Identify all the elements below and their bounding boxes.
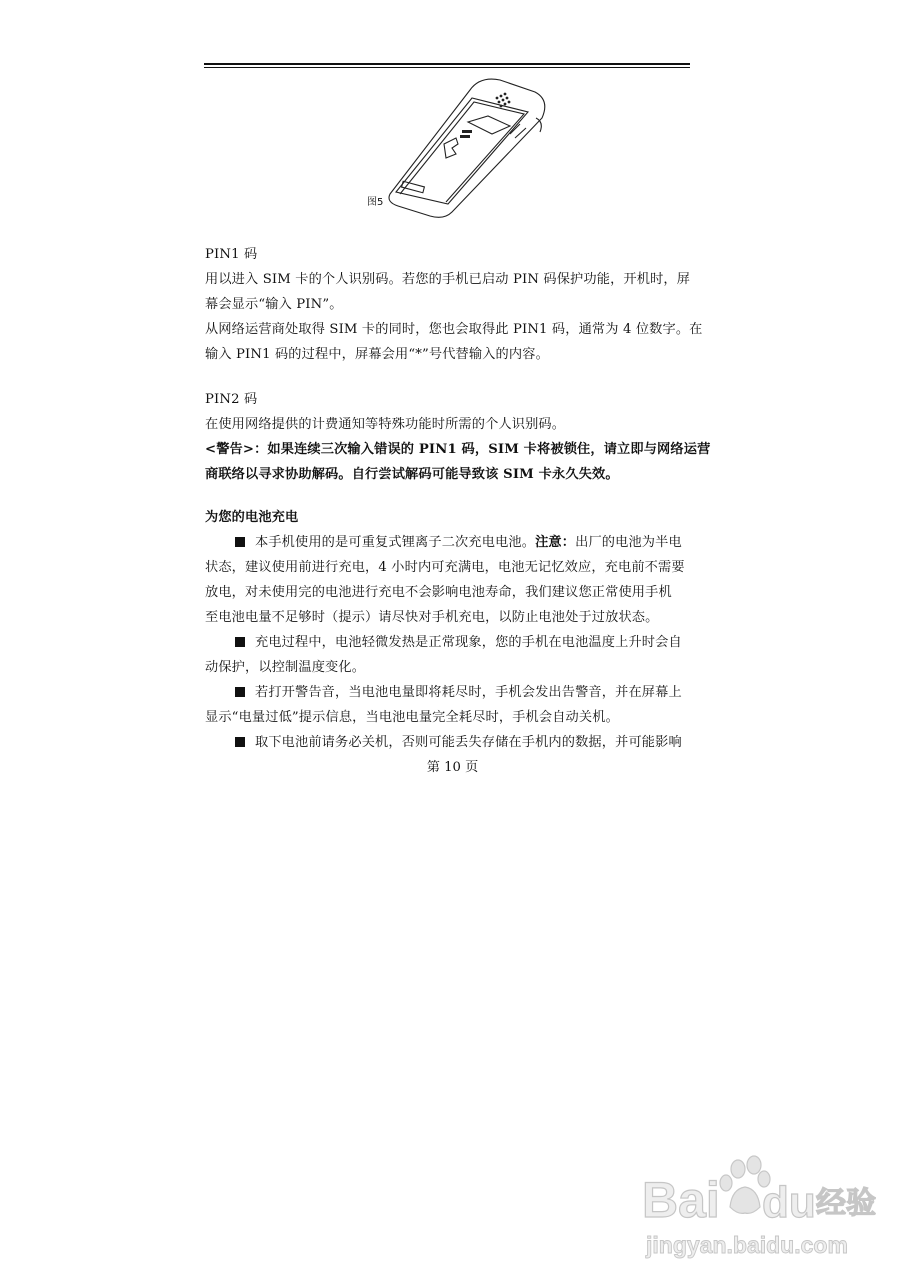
watermark-url: jingyan.baidu.com (646, 1232, 848, 1258)
pin2-heading: PIN2 码 (205, 392, 258, 407)
battery-p1-line-2: 状态，建议使用前进行充电，4 小时内可充满电，电池无记忆效应，充电前不需要 (205, 560, 685, 575)
watermark-brand: Bai (642, 1172, 720, 1228)
battery-p1-line-4: 至电池电量不足够时（提示）请尽快对手机充电，以防止电池处于过放状态。 (205, 610, 659, 625)
pin2-line-1: 在使用网络提供的计费通知等特殊功能时所需的个人识别码。 (205, 417, 566, 432)
baidu-jingyan-watermark (640, 1155, 890, 1265)
watermark-cn: 经验 (816, 1186, 876, 1221)
pin1-line-1: 用以进入 SIM 卡的个人识别码。若您的手机已启动 PIN 码保护功能，开机时，屏 (205, 272, 691, 287)
battery-p1-first-line (235, 531, 682, 550)
battery-p1-text-b: 出厂的电池为半电 (575, 535, 682, 550)
battery-p3-text: 若打开警告音，当电池电量即将耗尽时，手机会发出告警音，并在屏幕上 (255, 685, 682, 700)
battery-p2-line-2: 动保护，以控制温度变化。 (205, 660, 366, 675)
pin1-line-2: 幕会显示“输入 PIN”。 (205, 297, 343, 312)
battery-p2-first-line (235, 631, 682, 650)
figure-caption: 图5 (367, 197, 384, 208)
battery-p1-text-a: 本手机使用的是可重复式锂离子二次充电电池。 (255, 535, 536, 550)
battery-p4-first-line (235, 731, 682, 750)
warning-line-1: <警告>：如果连续三次输入错误的 PIN1 码，SIM 卡将被锁住，请立即与网络运营 (205, 442, 711, 457)
bullet-square-icon (235, 737, 245, 747)
battery-p4-text: 取下电池前请务必关机，否则可能丢失存储在手机内的数据，并可能影响 (255, 735, 682, 750)
bullet-square-icon (235, 637, 245, 647)
battery-p1-note: 注意： (535, 535, 576, 550)
battery-heading: 为您的电池充电 (205, 510, 299, 525)
battery-p1-line-3: 放电，对未使用完的电池进行充电不会影响电池寿命，我们建议您正常使用手机 (205, 585, 672, 600)
battery-p3-first-line (235, 681, 682, 700)
warning-line-2: 商联络以寻求协助解码。自行尝试解码可能导致该 SIM 卡永久失效。 (205, 467, 619, 482)
header-rule-thin (204, 67, 690, 68)
bullet-square-icon (235, 687, 245, 697)
bullet-square-icon (235, 537, 245, 547)
pin1-heading: PIN1 码 (205, 247, 258, 262)
battery-p2-text: 充电过程中，电池轻微发热是正常现象，您的手机在电池温度上升时会自 (255, 635, 682, 650)
phone-back-battery-icon (360, 72, 560, 220)
page-number: 第 10 页 (426, 760, 479, 775)
header-rule (204, 63, 690, 65)
battery-p3-line-2: 显示“电量过低”提示信息，当电池电量完全耗尽时，手机会自动关机。 (205, 710, 619, 725)
pin1-line-4: 输入 PIN1 码的过程中，屏幕会用“*”号代替输入的内容。 (205, 347, 549, 362)
watermark-brand2: du (762, 1178, 816, 1227)
pin1-line-3: 从网络运营商处取得 SIM 卡的同时，您也会取得此 PIN1 码，通常为 4 位数字。在 (205, 322, 703, 337)
